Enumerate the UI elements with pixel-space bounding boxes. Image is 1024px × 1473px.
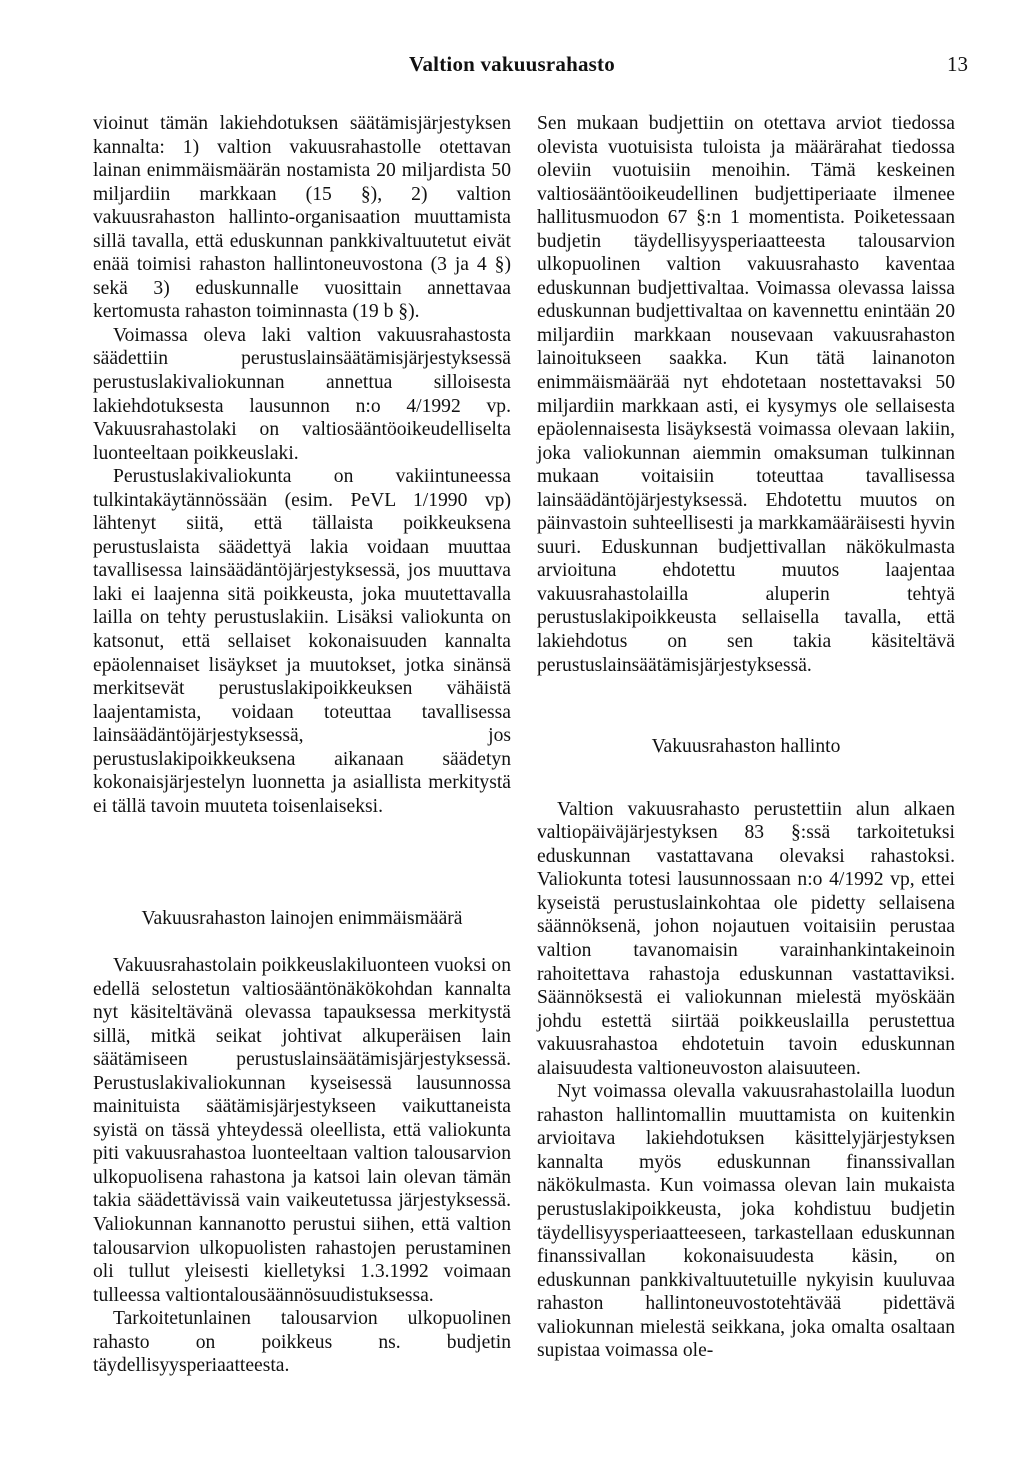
section-heading: Vakuusrahaston hallinto	[651, 736, 841, 758]
running-header-title: Valtion vakuusrahasto	[409, 52, 615, 76]
left-column	[93, 112, 511, 1378]
paragraph: Voimassa oleva laki valtion vakuusrahastosta säädettiin perustuslainsäätämisjärjestyksessä perustuslakivaliokunnan annettua silloisesta lakiehdotuksesta lausunnon n:o 4/1992 vp. Vakuusrahastolaki on valtiosääntöoikeudelliselta luonteeltaan poikkeuslaki.	[93, 324, 511, 464]
paragraph: Vakuusrahastolain poikkeuslakiluonteen vuoksi on edellä selostetun valtiosääntönäkökohdan kannalta nyt käsiteltävänä olevassa tapauksessa merkitystä sillä, mitkä seikat johtivat alkuperäisen lain säätämiseen perustuslainsäätämisjärjestyksessä. Perustuslakivaliokunnan kyseisessä lausunnossa mainituista säätämisjärjestykseen vaikuttaneista syistä on tässä yhteydessä oleellista, että valiokunta piti vakuusrahastoa luonteeltaan valtion talousarvion ulkopuolisena rahastona ja katsoi lain olevan tämän takia säädettävissä vain vaikeutetussa järjestyksessä. Valiokunnan kannanotto perustui siihen, että valtion talousarvion ulkopuolisten rahastojen perustaminen oli tullut yleisesti kielletyksi 1.3.1992 voimaan tulleessa valtiontalousäännösuudistuksessa.	[93, 954, 511, 1306]
paragraph: Sen mukaan budjettiin on otettava arviot tiedossa olevista vuotuisista tuloista ja määrärahat tiedossa oleviin vuotuisiin menoihin. Tämä keskeinen valtiosääntöoikeudellinen budjettiperiaate ilmenee hallitusmuodon 67 §:n 1 momentista. Poiketessaan budjetin täydellisyysperiaatteesta talousarvion ulkopuolinen valtion vakuusrahasto kaventaa eduskunnan budjettivaltaa. Voimassa olevassa laissa eduskunnan budjettivaltaa on kavennettu enintään 20 miljardiin markkaan nousevaan vakuusrahaston lainoitukseen saakka. Kun tätä lainanoton enimmäismäärää nyt ehdotetaan nostettavaksi 50 miljardiin markkaan asti, ei kysymys ole sellaisesta epäolennaisesta lisäyksestä voimassa olevaan lakiin, joka valiokunnan aiemmin omaksuman tulkinnan mukaan voitaisiin toteuttaa tavallisessa lainsäädäntöjärjestyksessä. Ehdotettu muutos on päinvastoin suhteellisesti ja markkamääräisesti hyvin suuri. Eduskunnan budjettivallan näkökulmasta arvioituna ehdotettu muutos laajentaa vakuusrahastolailla aluperin tehtyä perustuslakipoikkeusta sellaisella tavalla, että lakiehdotus on sen takia käsiteltävä perustuslainsäätämisjärjestyksessä.	[537, 113, 955, 676]
paragraph: Perustuslakivaliokunta on vakiintuneessa tulkintakäytännössään (esim. PeVL 1/1990 vp) lähtenyt siitä, että tällaista poikkeuksena perustuslaista säädettyä lakia voidaan muuttaa tavallisessa lainsäädäntöjärjestyksessä, jos muuttava laki ei laajenna sitä poikkeusta, joka muutettavalla lailla on tehty perustuslakiin. Lisäksi valiokunta on katsonut, että sellaiset kokonaisuuden kannalta epäolennaiset lisäykset ja muutokset, jotka sinänsä merkitsevät perustuslakipoikkeuksen vähäistä laajentamista, voidaan toteuttaa tavallisessa lainsäädäntöjärjestyksessä, jos perustuslakipoikkeuksena aikanaan säädetyn kokonaisjärjestelyn luonnetta ja asiallista merkitystä ei tällä tavoin muuteta toisenlaiseksi.	[93, 466, 511, 817]
paragraph: vioinut tämän lakiehdotuksen säätämisjärjestyksen kannalta: 1) valtion vakuusrahastolle otettavan lainan enimmäismäärän nostamista 20 miljardista 50 miljardiin markkaan (15 §), 2) valtion vakuusrahaston hallinto-organisaation muuttamista sillä tavalla, että eduskunnan pankkivaltuutetut eivät enää toimisi rahaston hallintoneuvostona (3 ja 4 §) sekä 3) eduskunnalle vuosittain annettavaa kertomusta rahaston toiminnasta (19 b §).	[93, 113, 511, 323]
paragraph: Valtion vakuusrahasto perustettiin alun alkaen valtiopäiväjärjestyksen 83 §:ssä tarkoitetuksi eduskunnan vastattavana olevaksi rahastoksi. Valiokunta totesi lausunnossaan n:o 4/1992 vp, ettei kyseistä perustuslainkohtaa ole pidetty sellaisena säännöksenä, johon nojautuen voitaisiin perustaa valtion tavanomaisin varainhankintakeinoin rahoitettava rahastoja eduskunnan vastattaviksi. Säännöksestä ei valiokunnan mielestä myöskään johdu estettä siirtää poikkeuslailla perustettua vakuusrahastoa ehdotetuin tavoin eduskunnan alaisuudesta valtioneuvoston alaisuuteen.	[537, 798, 955, 1079]
section-heading: Vakuusrahaston lainojen enimmäismäärä	[141, 908, 463, 930]
right-column	[537, 112, 955, 1363]
paragraph: Nyt voimassa olevalla vakuusrahastolailla luodun rahaston hallintomallin muuttamista on kuitenkin arvioitava lakiehdotuksen käsittelyjärjestyksen kannalta myös eduskunnan finanssivallan näkökulmasta. Kun voimassa olevan lain mukaista perustuslakipoikkeusta, joka kohdistuu budjetin täydellisyysperiaatteeseen, tarkastellaan eduskunnan finanssivallan kokonaisuudesta käsin, on eduskunnan pankkivaltuutetuille nykyisin kuuluvaa rahaston hallintoneuvostotehtävää pidettävä valiokunnan mielestä seikkana, joka omalta osaltaan supistaa voimassa ole-	[537, 1081, 955, 1362]
page-number: 13	[947, 52, 968, 76]
paragraph: Tarkoitetunlainen talousarvion ulkopuolinen rahasto on poikkeus ns. budjetin täydellisyysperiaatteesta.	[93, 1308, 511, 1377]
